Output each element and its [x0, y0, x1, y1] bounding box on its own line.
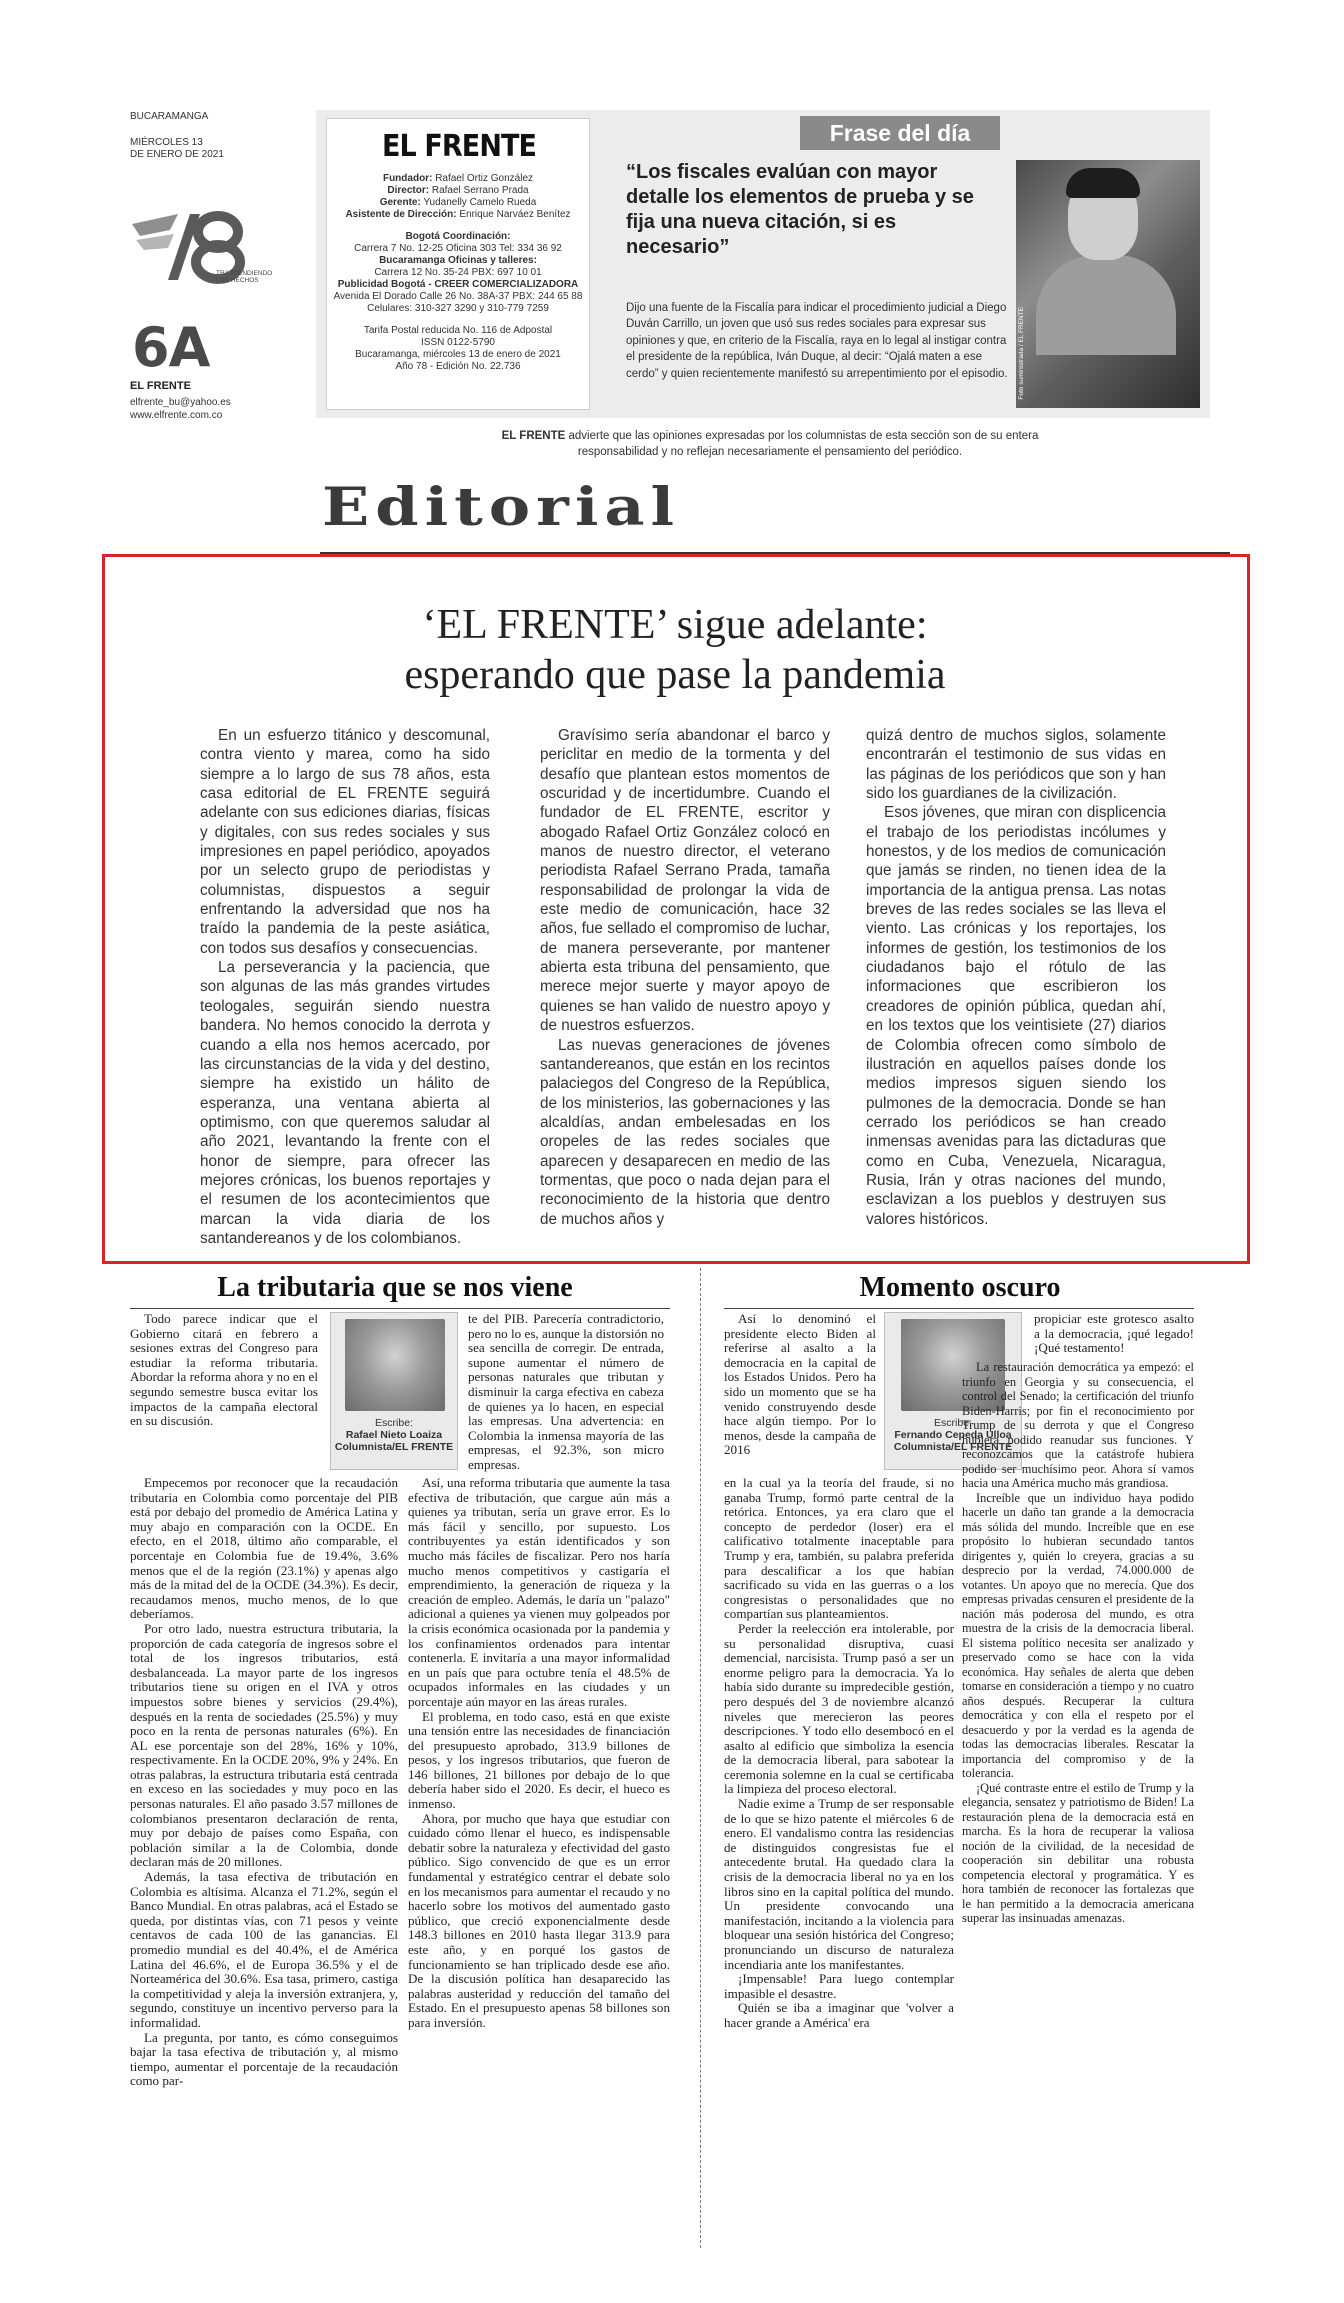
bucaramanga-address: Carrera 12 No. 35-24 PBX: 697 10 01 [374, 267, 542, 278]
director-name: Rafael Serrano Prada [431, 185, 529, 196]
column-paragraph: Empecemos por reconocer que la recaudación tributaria en Colombia como porcentaje del PIB está por debajo del promedio de América Latina y muy abajo en comparación con la OCDE. En efecto, en el 2018, último año comparable, el porcentaje en Colombia fue de 19.4%, 3.6% menos que el de la región (23.1%) y apenas algo más de la mitad del de la OCDE (34.3%). Es decir, recaudamos menos, mucho menos, de lo que deberíamos. [130, 1475, 398, 1622]
tributaria-intro-2 [468, 1312, 664, 1473]
date-line-1: MIÉRCOLES 13 [130, 137, 203, 148]
column-paragraph: Increíble que un individuo haya podido hacerle un daño tan grande a la democracia más sólida del mundo. Increíble que en ese propósito lo hubieran secundado tantos dirigentes y, quién lo creyera, gracias a su desprecio por la verdad, 74.000.000 de votantes. Un apoyo que no merecía. Que dos empresas privadas censuren el presidente de la nación más poderosa del mundo, es otra muestra de la crisis de la democracia liberal. El sistema político necesita ser analizado y preservado como se hace con la vida económica. Hay señales de alerta que deben tomarse en consideración a tiempo y no cuatro años después. Recuperar la cultura democrática y con ella el respeto por el desacuerdo y por la verdad es la agenda de todas las democracias liberales. Rescatar la importancia del compromiso y de la tolerancia. [962, 1490, 1194, 1780]
publicidad-head: Publicidad Bogotá - CREER COMERCIALIZADORA [337, 279, 579, 290]
column-paragraph: El problema, en todo caso, está en que existe una tensión entre las necesidades de financiación del presupuesto aprobado, 313.9 billones de pesos, y los ingresos tributarios, que fueron de 146 billones, 21 billones por debajo de lo que debería haber sido el 2020. Es decir, el hueco es inmenso. [408, 1708, 670, 1812]
columnist-disclaimer [460, 428, 1080, 460]
email-link[interactable]: elfrente_bu@yahoo.es [130, 397, 231, 408]
editorial-title-2: esperando que pase la pandemia [404, 652, 946, 698]
editorial-paragraph: La perseverancia y la paciencia, que son algunas de las más grandes virtudes teologales, seguirán siendo nuestra bandera. No hemos conocido la derrota y cuando a ella nos hemos acercado, por las circunstancias de la vida y del destino, siempre ha existido un hálito de esperanza, una ventana abierta al optimismo, con que queremos saludar al año 2021, levantando la frente con el honor de siempre, para ofrecer las mejores crónicas, los buenos reportajes y el resumen de los acontecimientos que marcan la vida diaria de los santandereanos y de los colombianos. [200, 959, 490, 1247]
author-label-right: Escribe: [934, 1417, 972, 1429]
author-label-left: Escribe: [375, 1417, 413, 1429]
page-number: 6A [132, 316, 210, 379]
momento-column-2 [962, 1360, 1194, 1926]
editorial-column-1 [200, 726, 490, 1248]
column-paragraph: ¡Qué contraste entre el estilo de Trump y la elegancia, sensatez y patriotismo de Biden! La restauración plena de la democracia está en marcha. Es la hora de recuperar la valiosa noción de la civilidad, de la necesidad de cooperación sin debilitar una robusta competencia electoral y programática. Y es hora también de reconocer las fortalezas que le han permitido a la democracia americana superar las insinuadas amenazas. [962, 1780, 1194, 1925]
tributaria-column-1 [130, 1476, 398, 2089]
bogota-head: Bogotá Coordinación: [405, 231, 511, 242]
editorial-column-3 [866, 726, 1166, 1229]
column-right-title: Momento oscuro [859, 1272, 1061, 1303]
column-paragraph: Además, la tasa efectiva de tributación en Colombia es altísima. Alcanza el 71.2%, según el Banco Mundial. En otras palabras, acá el Estado se queda, por distintas vías, con 71 pesos y veinte centavos de cada 100 de las ganancias. El promedio mundial es del 40.4%, el de América Latina del 46.6%, el de Europa 36.5% y el de Norteamérica del 30.6%. Esa tasa, primero, castiga la competitividad y aleja la inversión extranjera, y, segundo, constituye un incentivo perverso para la informalidad. [130, 1869, 398, 2030]
date-line-2: DE ENERO DE 2021 [130, 149, 224, 160]
frase-heading: Frase del día [800, 116, 1000, 150]
momento-column-1 [724, 1476, 954, 2031]
bucaramanga-head: Bucaramanga Oficinas y talleres: [379, 255, 537, 266]
assistant-label: Asistente de Dirección: [345, 209, 457, 220]
anniversary-caption: TRASCENDIENDO LOS HECHOS [216, 270, 273, 284]
celulares: Celulares: 310-327 3290 y 310-779 7259 [367, 303, 549, 314]
column-paragraph: Todo parece indicar que el Gobierno citará en febrero a sesiones extras del Congreso para estudiar la reforma tributaria. Abordar la reforma ahora y no en el segundo semestre busca evitar los impactos de la campaña electoral en su discusión. [130, 1311, 318, 1429]
editorial-paragraph: Gravísimo sería abandonar el barco y periclitar en medio de la tormenta y del desafío que plantean estos momentos de oscuridad y de incertidumbre. Cuando el fundador de EL FRENTE, escritor y abogado Rafael Ortiz González colocó en manos de nuestro director, el veterano periodista Rafael Serrano Prada, tamaña responsabilidad de prolongar la vida de este medio de comunicación, hace 32 años, fue sellado el compromiso de luchar, de manera perseverante, por mantener abierta esta tribuna del pensamiento, que merece mejor suerte y mayor apoyo de quienes se han valido de nuestro apoyo y de nuestros esfuerzos. [540, 727, 830, 1035]
column-paragraph: Nadie exime a Trump de ser responsable de lo que se hizo patente el miércoles 6 de enero. El vandalismo contra las residencias de distinguidos congresistas fue el antecedente brutal. Ha quedado clara la crisis de la democracia liberal no ya en los libros sino en la capital política del mundo. Un presidente convocando una manifestación, incitando a la violencia para bloquear una sesión histórica del Congreso; pronunciando un discurso de naturaleza incendiaria ante los manifestantes. [724, 1796, 954, 1972]
column-paragraph: Quién se iba a imaginar que 'volver a hacer grande a América' era [724, 2000, 954, 2030]
masthead-info [326, 118, 590, 410]
right-title-rule [724, 1308, 1194, 1309]
edition-date: Bucaramanga, miércoles 13 de enero de 2021 [355, 349, 561, 360]
author-role-left: Columnista/EL FRENTE [334, 1441, 454, 1453]
column-paragraph: La restauración democrática ya empezó: el triunfo en Georgia y su consecuencia, el control del Senado; la certificación del triunfo Biden-Harris; por fin el reconocimiento por Trump de su derrota y que el Congreso hubiera podido reanudar sus funciones. Y reconozcamos que la catástrofe hubiera podido ser muchísimo peor. Ahora sí vamos hacia una América mucho más grandiosa. [962, 1360, 1194, 1490]
editorial-paragraph: Esos jóvenes, que miran con displicencia el trabajo de los periodistas incólumes y honestos, y de los medios de comunicación que jamás se rinden, no tienen idea de la importancia de la antigua prensa. Las notas breves de las redes sociales se las lleva el viento. Las crónicas y los reportajes, los informes de gestión, los testimonios de los ciudadanos bajo el rótulo de las informaciones que escribieron los creadores de opinión pública, quedan ahí, en los textos que los veintisiete (27) diarios de Colombia ofrecen como símbolo de ilustración en aquellos países donde los medios impresos siguen siendo los pulmones de la democracia. Donde se han cerrado los periódicos se han creado inmensas avenidas para las dictaduras que como en Cuba, Venezuela, Nicaragua, Rusia, Irán y otras naciones del mundo, esclavizan a los pueblos y destruyen sus valores históricos. [866, 804, 1166, 1228]
disclaimer-text: advierte que las opiniones expresadas por los columnistas de esta sección son de su entera responsabilidad y no reflejan necesariamente el pensamiento del periódico. [565, 430, 1039, 458]
column-paragraph: Así lo denominó el presidente electo Biden al referirse al asalto a la democracia en la capital de los Estados Unidos. Pero ha sido un momento que se ha venido construyendo desde hace algún tiempo. Por lo menos, desde la campaña de 2016 [724, 1311, 876, 1458]
author-box-left [330, 1312, 458, 1470]
column-paragraph: te del PIB. Parecería contradictorio, pero no lo es, aunque la distorsión no sea sencilla de corregir. De entrada, supone aumentar el número de personas naturales que tributan y disminuir la carga efectiva en cabeza de quienes ya lo hacen, en especial las empresas. Una advertencia: en Colombia la inmensa mayoría de las empresas, el 92.3%, son micro empresas. [468, 1311, 664, 1472]
disclaimer-brand: EL FRENTE [501, 430, 566, 442]
manager-label: Gerente: [379, 197, 421, 208]
column-paragraph: Perder la reelección era intolerable, por su personalidad disruptiva, cuasi demencial, narcisista. Trump pasó a ser un enorme peligro para la democracia. Ya lo había sido durante su impredecible gestión, pero después del 3 de noviembre alcanzó niveles que merecieron las peores descripciones. Y todo ello desembocó en el asalto al edificio que simboliza la esencia de la democracia liberal, para sabotear la ceremonia solemne en la cual se certificaba la limpieza del proceso electoral. [724, 1620, 954, 1797]
founder-label: Fundador: [382, 173, 433, 184]
frase-quote: “Los fiscales evalúan con mayor detalle los elementos de prueba y se fija una nueva citación, si es necesario” [626, 161, 974, 258]
column-left-title: La tributaria que se nos viene [217, 1272, 573, 1303]
column-paragraph: en la cual ya la teoría del fraude, si no ganaba Trump, formó parte central de la retórica. Entonces, ya era claro que el concepto de perdedor (loser) era el calificativo totalmente inaceptable para Trump y era, también, su palabra preferida para descalificar a los que habían sacrificado su vida en las guerras o a los congresistas o personalidades que no compartían sus planteamientos. [724, 1475, 954, 1622]
assistant-name: Enrique Narváez Benítez [459, 209, 571, 220]
editorial-title-1: ‘EL FRENTE’ sigue adelante: [422, 602, 928, 648]
author-photo-left [345, 1319, 445, 1411]
column-paragraph: Así, una reforma tributaria que aumente la tasa efectiva de tributación, que cargue aún más a quienes ya tributan, sería un grave error. Es lo más fácil y sencillo, por supuesto. Los contribuyentes ya están identificados y son mucho más fáciles de fiscalizar. Pero nos haría mucho menos competitivos y castigaría el emprendimiento, la generación de riqueza y la creación de empleo. Además, le daría un "palazo" adicional a quienes ya vienen muy golpeados por la crisis económica ocasionada por la pandemia y los confinamientos ordenados para intentar contenerla. E invitaría a una mayor informalidad en un país que para octubre tenía el 48.5% de ocupados informales en las ciudades y un porcentaje aún mayor en las áreas rurales. [408, 1475, 670, 1709]
tributaria-column-2 [408, 1476, 670, 2031]
left-title-rule [130, 1308, 670, 1309]
editorial-paragraph: En un esfuerzo titánico y descomunal, contra viento y marea, como ha sido siempre a lo largo de sus 78 años, esta casa editorial de EL FRENTE seguirá adelante con sus ediciones diarias, físicas y digitales, con sus redes sociales y sus impresiones en papel periódico, apoyados por un selecto grupo de periodistas y columnistas, dispuestos a seguir enfrentando la adversidad que nos ha traído la pandemia de la peste asiática, con todos sus desafíos y consecuencias. [200, 727, 490, 957]
tarifa-postal: Tarifa Postal reducida No. 116 de Adpostal [363, 325, 553, 336]
column-paragraph: ¡Impensable! Para luego contemplar impasible el desastre. [724, 1971, 954, 2001]
edition-number: Año 78 - Edición No. 22.736 [395, 361, 521, 372]
manager-name: Yudanelly Camelo Rueda [423, 197, 537, 208]
section-title: Editorial [322, 475, 681, 538]
website-link[interactable]: www.elfrente.com.co [130, 410, 223, 421]
city-label: BUCARAMANGA [130, 111, 209, 122]
author-name-right: Fernando Cepeda Ulloa [894, 1429, 1012, 1441]
momento-intro [724, 1312, 876, 1458]
editorial-paragraph: Las nuevas generaciones de jóvenes santandereanos, que están en los recintos palaciegos del Congreso de la República, de los ministerios, las gobernaciones y las alcaldías, andan embelesadas en los oropeles de las redes sociales que aparecen y desaparecen en medio de las tormentas, que poco o nada dejan para el reconocimiento de la historia que dentro de muchos años y [540, 1036, 830, 1228]
column-divider [700, 1268, 701, 2248]
column-paragraph: Por otro lado, nuestra estructura tributaria, la proporción de cada categoría de ingresos sobre el total de los ingresos tributarios, está desbalanceada. La mayor parte de los ingresos tributarios tiene su origen en el IVA y otros impuestos sobre bienes y servicios (29.4%), después en la renta de sociedades (25.5%) y muy poco en la renta de personas naturales (6%). En AL ese porcentaje son del 28%, 16% y 10%, respectivamente. En la OCDE 20%, 9% y 24%. En otras palabras, la estructura tributaria está centrada en exceso en las sociedades y muy poco en las personas naturales. El año pasado 3.57 millones de colombianos presentaron declaración de renta, muy por debajo de países como España, con población similar a la de Colombia, donde declaran más de 20 millones. [130, 1620, 398, 1870]
column-paragraph: propiciar este grotesco asalto a la democracia, ¡qué legado! ¡Qué testamento! [1034, 1311, 1194, 1356]
column-paragraph: La pregunta, por tanto, es cómo conseguimos bajar la tasa efectiva de tributación y, al mismo tiempo, aumentar el porcentaje de la recaudación como par- [130, 2029, 398, 2089]
author-name-left: Rafael Nieto Loaiza [345, 1429, 443, 1441]
brand-label: EL FRENTE [130, 380, 191, 392]
director-label: Director: [387, 185, 430, 196]
frase-photo [1016, 160, 1200, 408]
editorial-column-2 [540, 726, 830, 1229]
publicidad-address: Avenida El Dorado Calle 26 No. 38A-37 PBX: 244 65 88 [333, 291, 583, 302]
author-role-right: Columnista/EL FRENTE [893, 1441, 1013, 1453]
masthead-name: EL FRENTE [382, 129, 537, 164]
photo-credit: Foto suministrada / EL FRENTE [1018, 307, 1025, 400]
column-paragraph: Ahora, por mucho que haya que estudiar con cuidado cómo llenar el hueco, es indispensable debatir sobre la naturaleza y efectividad del gasto público. Sigo convencido de que es un error fundamental y estratégico centrar el debate solo en los mecanismos para aumentar el recaudo y no hacerlo sobre los motivos del aumentado gasto público, que creció exponencialmente desde 148.3 billones en 2010 hasta llegar 313.9 para este año, y en porqué los gastos de funcionamiento se han triplicado desde ese año. De la discusión política han desaparecido las palabras austeridad y reducción del tamaño del Estado. En el presupuesto apenas 58 billones son para inversión. [408, 1810, 670, 2030]
tributaria-intro [130, 1312, 318, 1429]
issn: ISSN 0122-5790 [421, 337, 495, 348]
frase-body: Dijo una fuente de la Fiscalía para indicar el procedimiento judicial a Diego Duván Carrillo, un joven que usó sus redes sociales para expresar sus opiniones y que, en criterio de la Fiscalía, raya en lo legal al instigar contra el presidente de la república, Iván Duque, al decir: “Ojalá maten a ese cerdo” y quien recientemente manifestó su arrepentimiento por el episodio. [626, 302, 1008, 380]
bogota-address: Carrera 7 No. 12-25 Oficina 303 Tel: 334 36 92 [354, 243, 562, 254]
editorial-paragraph: quizá dentro de muchos siglos, solamente encontrarán el testimonio de sus vidas en las páginas de los periódicos que son y han sido los guardianes de la civilización. [866, 727, 1166, 803]
founder-name: Rafael Ortiz González [435, 173, 534, 184]
momento-intro-2 [1034, 1312, 1194, 1356]
